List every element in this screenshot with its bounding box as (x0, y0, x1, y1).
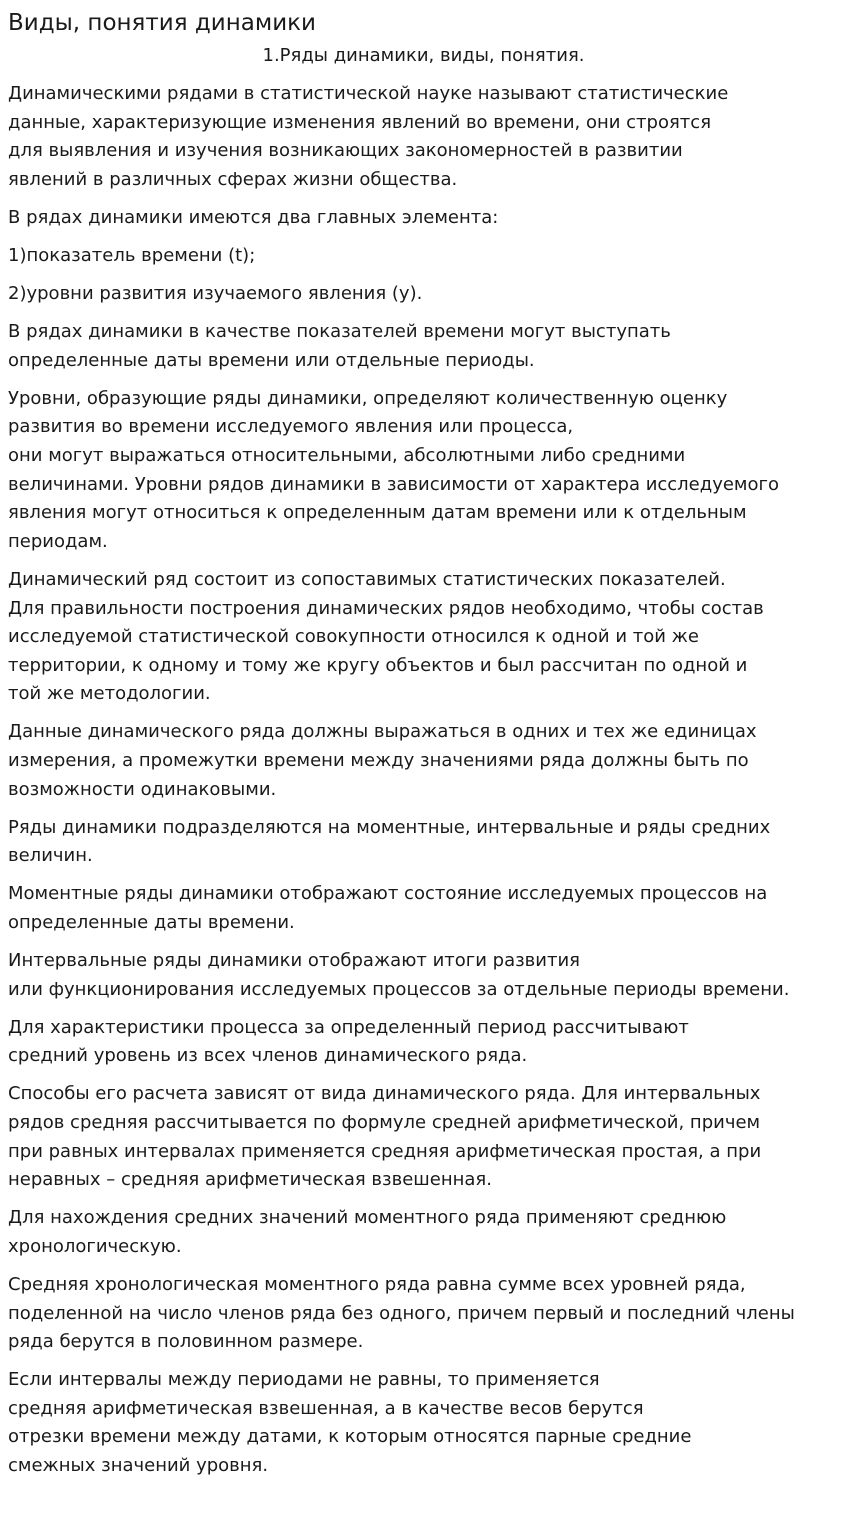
paragraph-unequal-intervals: Если интервалы между периодами не равны, то применяется средняя арифметическая взвешенная, а в качестве весов берутся отрезки времени между датами, к которым относятся парные средние смежных значений уровня. (8, 1369, 692, 1477)
paragraph-chronological-average: Для нахождения средних значений моментного ряда применяют среднюю хронологическую. (8, 1207, 727, 1257)
section-heading: 1.Ряды динамики, виды, понятия. (262, 45, 585, 66)
paragraph-element-time: 1)показатель времени (t); (8, 244, 256, 266)
paragraph-calculation-methods: Способы его расчета зависят от вида динамического ряда. Для интервальных рядов средняя рассчитывается по формуле средней арифметической, причем при равных интервалах применяется средняя арифметическая простая, а при неравных – средняя арифметическая взвешенная. (8, 1083, 762, 1191)
paragraph-interval-series: Интервальные ряды динамики отображают итоги развития или функционирования исследуемых процессов за отдельные периоды времени. (8, 950, 790, 1000)
paragraph-average-level: Для характеристики процесса за определенный период рассчитывают средний уровень из всех членов динамического ряда. (8, 1016, 689, 1067)
paragraph-definition: Динамическими рядами в статистической науке называют статистические данные, характеризующие изменения явлений во времени, они строятся для выявления и изучения возникающих закономерностей в развитии явлений в различных сферах жизни общества. (8, 83, 729, 190)
document-title: Виды, понятия динамики (8, 10, 317, 36)
paragraph-element-levels: 2)уровни развития изучаемого явления (y). (8, 283, 423, 305)
paragraph-moment-series: Моментные ряды динамики отображают состояние исследуемых процессов на определенные даты времени. (8, 883, 768, 933)
paragraph-comparability: Динамический ряд состоит из сопоставимых статистических показателей. Для правильности построения динамических рядов необходимо, чтобы состав исследуемой статистической совокупности относился к одной и той же территории, к одному и тому же кругу объектов и был рассчитан по одной и той же методологии. (8, 568, 764, 705)
paragraph-time-indicators: В рядах динамики в качестве показателей времени могут выступать определенные даты времени или отдельные периоды. (8, 321, 671, 371)
paragraph-elements-intro: В рядах динамики имеются два главных элемента: (8, 206, 499, 228)
paragraph-types: Ряды динамики подразделяются на моментные, интервальные и ряды средних величин. (8, 816, 771, 867)
paragraph-levels: Уровни, образующие ряды динамики, определяют количественную оценку развития во времени исследуемого явления или процесса, они могут выражаться относительными, абсолютными либо средними величинами. Уровни рядов динамики в зависимости от характера исследуемого явления могут относиться к определенным датам времени или к отдельным периодам. (8, 387, 779, 552)
paragraph-units: Данные динамического ряда должны выражаться в одних и тех же единицах измерения, а промежутки времени между значениями ряда должны быть по возможности одинаковыми. (8, 721, 757, 800)
paragraph-chronological-formula: Средняя хронологическая моментного ряда равна сумме всех уровней ряда, поделенной на число членов ряда без одного, причем первый и последний члены ряда берутся в половинном размере. (8, 1273, 795, 1353)
document-body (8, 80, 839, 1481)
